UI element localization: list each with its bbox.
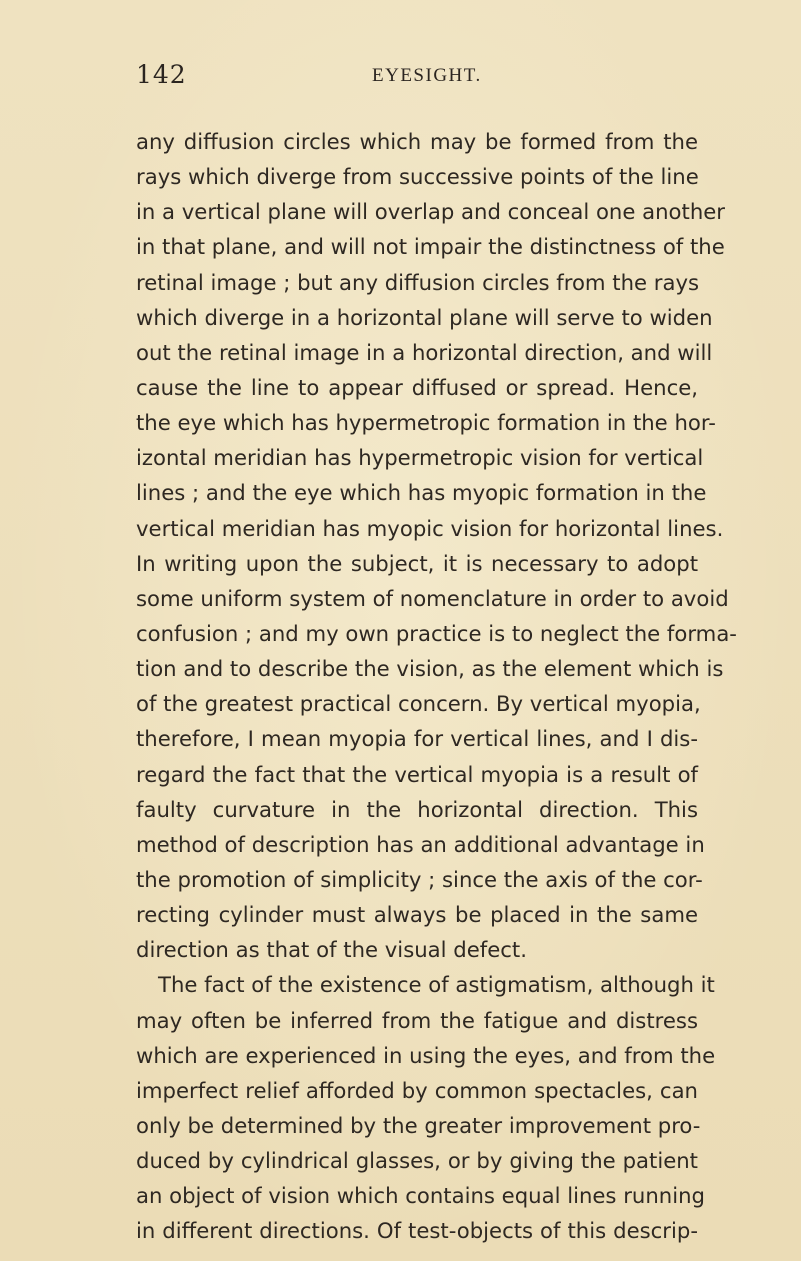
text-line: therefore, I mean myopia for vertical lines, and I dis- xyxy=(136,726,698,752)
text-line: vertical meridian has myopic vision for horizontal lines. xyxy=(136,515,724,541)
text-line: in that plane, and will not impair the distinctness of the xyxy=(136,234,725,260)
running-head: EYESIGHT. xyxy=(372,65,482,86)
text-line: imperfect relief afforded by common spectacles, can xyxy=(136,1077,698,1103)
page-header xyxy=(136,60,696,96)
text-line: in different directions. Of test-objects of this descrip- xyxy=(136,1218,698,1244)
text-line: method of description has an additional advantage in xyxy=(136,831,705,857)
text-line: duced by cylindrical glasses, or by giving the patient xyxy=(136,1148,698,1174)
text-line: regard the fact that the vertical myopia is a result of xyxy=(136,761,698,787)
text-line: out the retinal image in a horizontal direction, and will xyxy=(136,339,713,365)
page-number: 142 xyxy=(136,60,187,89)
text-line: recting cylinder must always be placed in the same xyxy=(136,902,698,928)
text-line: retinal image ; but any diffusion circles from the rays xyxy=(136,269,700,295)
body-text xyxy=(136,124,737,1249)
text-line: only be determined by the greater improvement pro- xyxy=(136,1112,701,1138)
text-line: cause the line to appear diffused or spread. Hence, xyxy=(136,374,698,400)
text-line: izontal meridian has hypermetropic vision for vertical xyxy=(136,445,704,471)
text-line: any diffusion circles which may be formed from the xyxy=(136,129,698,154)
text-line: faulty curvature in the horizontal direction. This xyxy=(136,796,698,822)
text-line: rays which diverge from successive points of the line xyxy=(136,164,699,190)
text-line: in a vertical plane will overlap and conceal one another xyxy=(136,199,725,225)
text-line: In writing upon the subject, it is necessary to adopt xyxy=(136,550,698,576)
text-line: direction as that of the visual defect. xyxy=(136,937,527,963)
text-line: the promotion of simplicity ; since the axis of the cor- xyxy=(136,866,703,892)
text-line: some uniform system of nomenclature in order to avoid xyxy=(136,585,729,611)
text-line: The fact of the existence of astigmatism, although it xyxy=(158,972,715,998)
text-line: of the greatest practical concern. By vertical myopia, xyxy=(136,691,701,717)
text-line: lines ; and the eye which has myopic formation in the xyxy=(136,480,707,506)
text-line: tion and to describe the vision, as the element which is xyxy=(136,656,724,682)
text-line: which diverge in a horizontal plane will serve to widen xyxy=(136,304,713,330)
text-line: may often be inferred from the fatigue and distress xyxy=(136,1007,698,1033)
text-line: the eye which has hypermetropic formation in the hor- xyxy=(136,410,716,436)
text-line: confusion ; and my own practice is to neglect the forma- xyxy=(136,620,737,646)
text-line: which are experienced in using the eyes, and from the xyxy=(136,1042,716,1068)
text-line: an object of vision which contains equal lines running xyxy=(136,1183,705,1209)
